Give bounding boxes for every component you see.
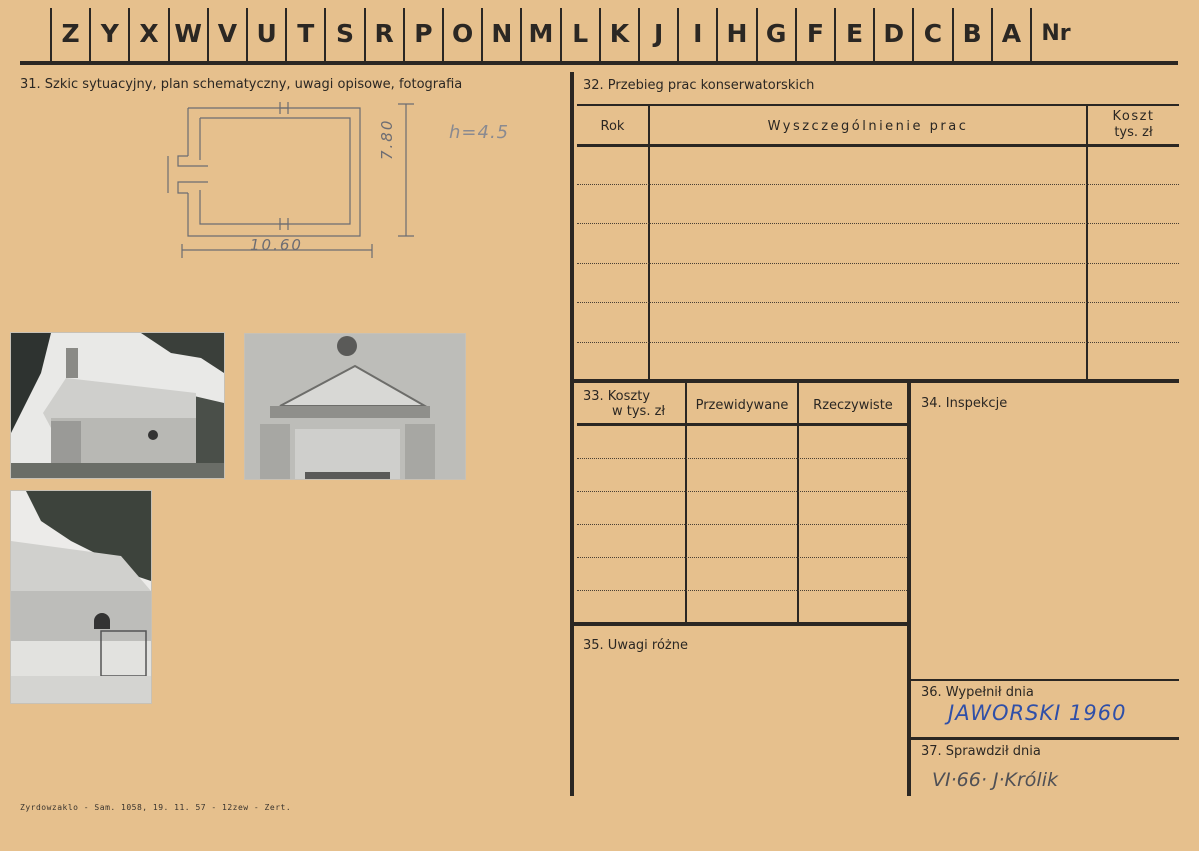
header-letter-s: S — [335, 19, 354, 48]
header-letter-n: N — [491, 19, 513, 48]
table33-bottom-border — [574, 622, 909, 626]
section37-top-border — [911, 737, 1179, 740]
header-nr-label: Nr — [1041, 21, 1071, 46]
header-letter-b: B — [962, 19, 982, 48]
section33-label-line1: 33. Koszty — [583, 389, 651, 404]
header-letter-g: G — [765, 19, 787, 48]
header-letter-t: T — [297, 19, 315, 48]
print-note: Zyrdowzaklo - Sam. 1058, 19. 11. 57 - 12zew - Zert. — [20, 803, 292, 812]
header-letter-k: K — [609, 19, 630, 48]
header-letter-h: H — [726, 19, 748, 48]
table33-col-divider-1 — [685, 383, 687, 623]
table33-row-line — [577, 491, 907, 492]
photo-chapel-side — [10, 490, 152, 704]
table32-col-divider-1 — [648, 104, 650, 380]
header-letter-c: C — [923, 19, 943, 48]
col-year-header: Rok — [600, 119, 625, 134]
header-letter-f: F — [806, 19, 824, 48]
main-divider — [570, 72, 574, 796]
section37-label: 37. Sprawdził dnia — [921, 744, 1041, 759]
table32-bottom-border — [574, 379, 1179, 383]
filled-by-stamp: JAWORSKI 1960 — [948, 701, 1127, 725]
checked-by-signature: VI·66· J·Królik — [932, 769, 1058, 791]
header-letter-x: X — [139, 19, 159, 48]
dim-width-note: 10.60 — [250, 236, 303, 254]
dim-depth-note: 7.80 — [378, 118, 396, 160]
table32-row-line — [577, 263, 1179, 264]
height-note: h=4.5 — [449, 122, 510, 143]
section33-label-line2: w tys. zł — [612, 404, 666, 419]
table32-row-line — [577, 302, 1179, 303]
table32-row-line — [577, 223, 1179, 224]
section34-label: 34. Inspekcje — [921, 396, 1008, 411]
header-letter-u: U — [256, 19, 277, 48]
col-planned-header: Przewidywane — [695, 398, 789, 413]
table33-row-line — [577, 590, 907, 591]
header-letter-e: E — [846, 19, 864, 48]
header-letter-j: J — [653, 19, 664, 48]
section36-top-border — [911, 679, 1179, 681]
header-letter-z: Z — [61, 19, 80, 48]
header-letter-d: D — [883, 19, 905, 48]
section33-34-divider — [907, 383, 911, 796]
table33-header-border — [577, 423, 908, 426]
header-letter-a: A — [1001, 19, 1022, 48]
col-cost-header-line2: tys. zł — [1114, 125, 1153, 140]
section36-label: 36. Wypełnił dnia — [921, 685, 1034, 700]
photo-chapel-exterior — [10, 332, 225, 479]
col-cost-header-line1: Koszt — [1112, 109, 1155, 124]
header-letter-p: P — [414, 19, 433, 48]
header-letter-w: W — [174, 19, 202, 48]
col-actual-header: Rzeczywiste — [813, 398, 893, 413]
table32-col-divider-2 — [1086, 104, 1088, 380]
section35-label: 35. Uwagi różne — [583, 638, 688, 653]
table33-row-line — [577, 458, 907, 459]
table32-row-line — [577, 184, 1179, 185]
photo-chapel-portal — [244, 333, 466, 480]
header-letter-r: R — [374, 19, 394, 48]
section32-label: 32. Przebieg prac konserwatorskich — [583, 78, 815, 93]
section31-label: 31. Szkic sytuacyjny, plan schematyczny, uwagi opisowe, fotografia — [20, 77, 463, 92]
header-letter-o: O — [451, 19, 474, 48]
header-letter-v: V — [217, 19, 238, 48]
header-letter-m: M — [528, 19, 554, 48]
table32-top-border — [577, 104, 1179, 106]
table33-row-line — [577, 557, 907, 558]
header-letter-l: L — [572, 19, 589, 48]
table33-row-line — [577, 524, 907, 525]
table33-col-divider-2 — [797, 383, 799, 623]
col-details-header: Wyszczególnienie prac — [767, 119, 969, 134]
table32-row-line — [577, 342, 1179, 343]
table32-header-border — [577, 144, 1179, 147]
header-letter-i: I — [693, 19, 703, 48]
header-letter-y: Y — [100, 19, 119, 48]
